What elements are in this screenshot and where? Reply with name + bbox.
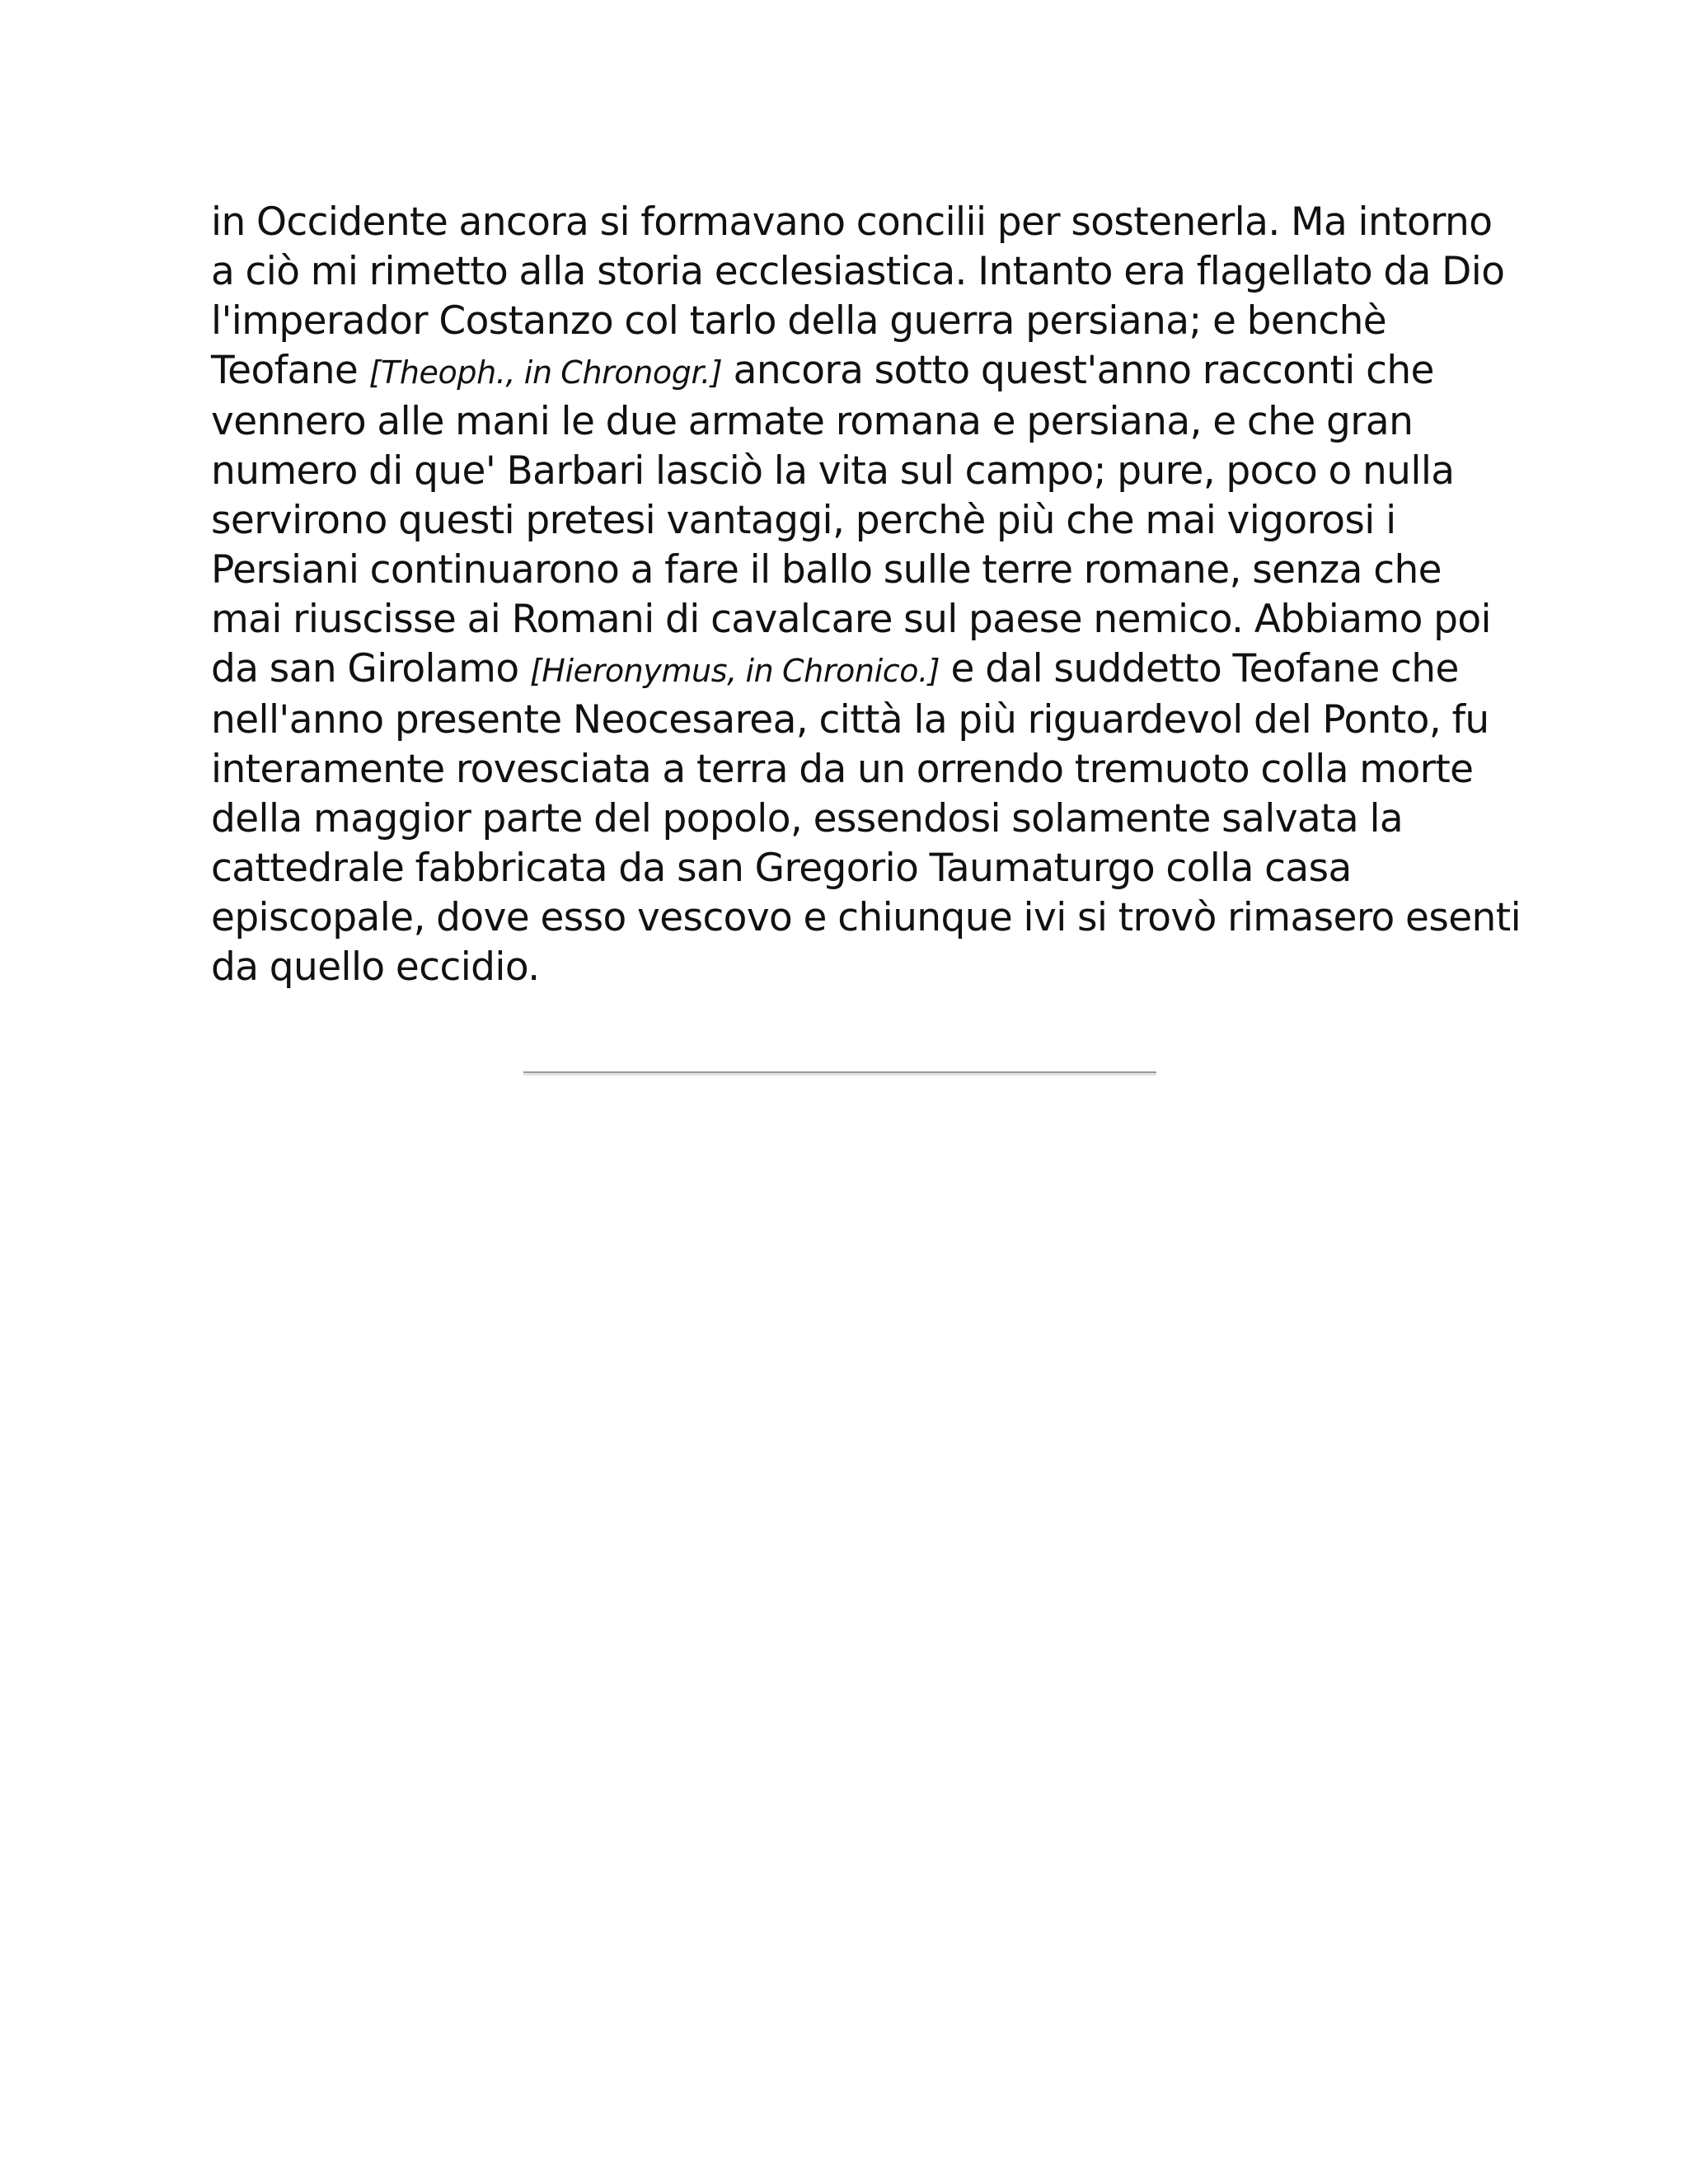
text-line: interamente rovesciata a terra da un orrendo tremuoto colla morte bbox=[211, 747, 1474, 792]
text-line-with-citation bbox=[211, 346, 1497, 397]
horizontal-rule bbox=[523, 1071, 1156, 1076]
text-line: da quello eccidio. bbox=[211, 944, 540, 990]
text-line: vennero alle mani le due armate romana e persiana, e che gran bbox=[211, 399, 1414, 444]
citation-theophanes: [Theoph., in Chronogr.] bbox=[368, 354, 723, 391]
text-fragment: ancora sotto quest'anno racconti che bbox=[722, 348, 1434, 393]
body-paragraph bbox=[211, 198, 1522, 992]
citation-hieronymus: [Hieronymus, in Chronico.] bbox=[529, 653, 940, 689]
text-line: episcopale, dove esso vescovo e chiunque ivi si trovò rimasero esenti bbox=[211, 895, 1522, 940]
text-line: nell'anno presente Neocesarea, città la più riguardevol del Ponto, fu bbox=[211, 697, 1489, 743]
text-line: l'imperador Costanzo col tarlo della guerra persiana; e benchè bbox=[211, 298, 1387, 344]
text-fragment: da san Girolamo bbox=[211, 646, 530, 691]
text-line-with-citation bbox=[211, 644, 1497, 696]
text-line: numero di que' Barbari lasciò la vita sul campo; pure, poco o nulla bbox=[211, 448, 1455, 494]
text-line: in Occidente ancora si formavano concilii per sostenerla. Ma intorno bbox=[211, 199, 1493, 245]
text-fragment: e dal suddetto Teofane che bbox=[940, 646, 1459, 691]
text-line: della maggior parte del popolo, essendosi solamente salvata la bbox=[211, 796, 1404, 841]
text-line: servirono questi pretesi vantaggi, perchè più che mai vigorosi i bbox=[211, 498, 1396, 543]
text-line: a ciò mi rimetto alla storia ecclesiastica. Intanto era flagellato da Dio bbox=[211, 249, 1505, 294]
text-line: cattedrale fabbricata da san Gregorio Taumaturgo colla casa bbox=[211, 846, 1352, 891]
text-fragment: Teofane bbox=[211, 348, 369, 393]
text-line: mai riuscisse ai Romani di cavalcare sul paese nemico. Abbiamo poi bbox=[211, 597, 1491, 642]
text-line: Persiani continuarono a fare il ballo sulle terre romane, senza che bbox=[211, 547, 1442, 593]
